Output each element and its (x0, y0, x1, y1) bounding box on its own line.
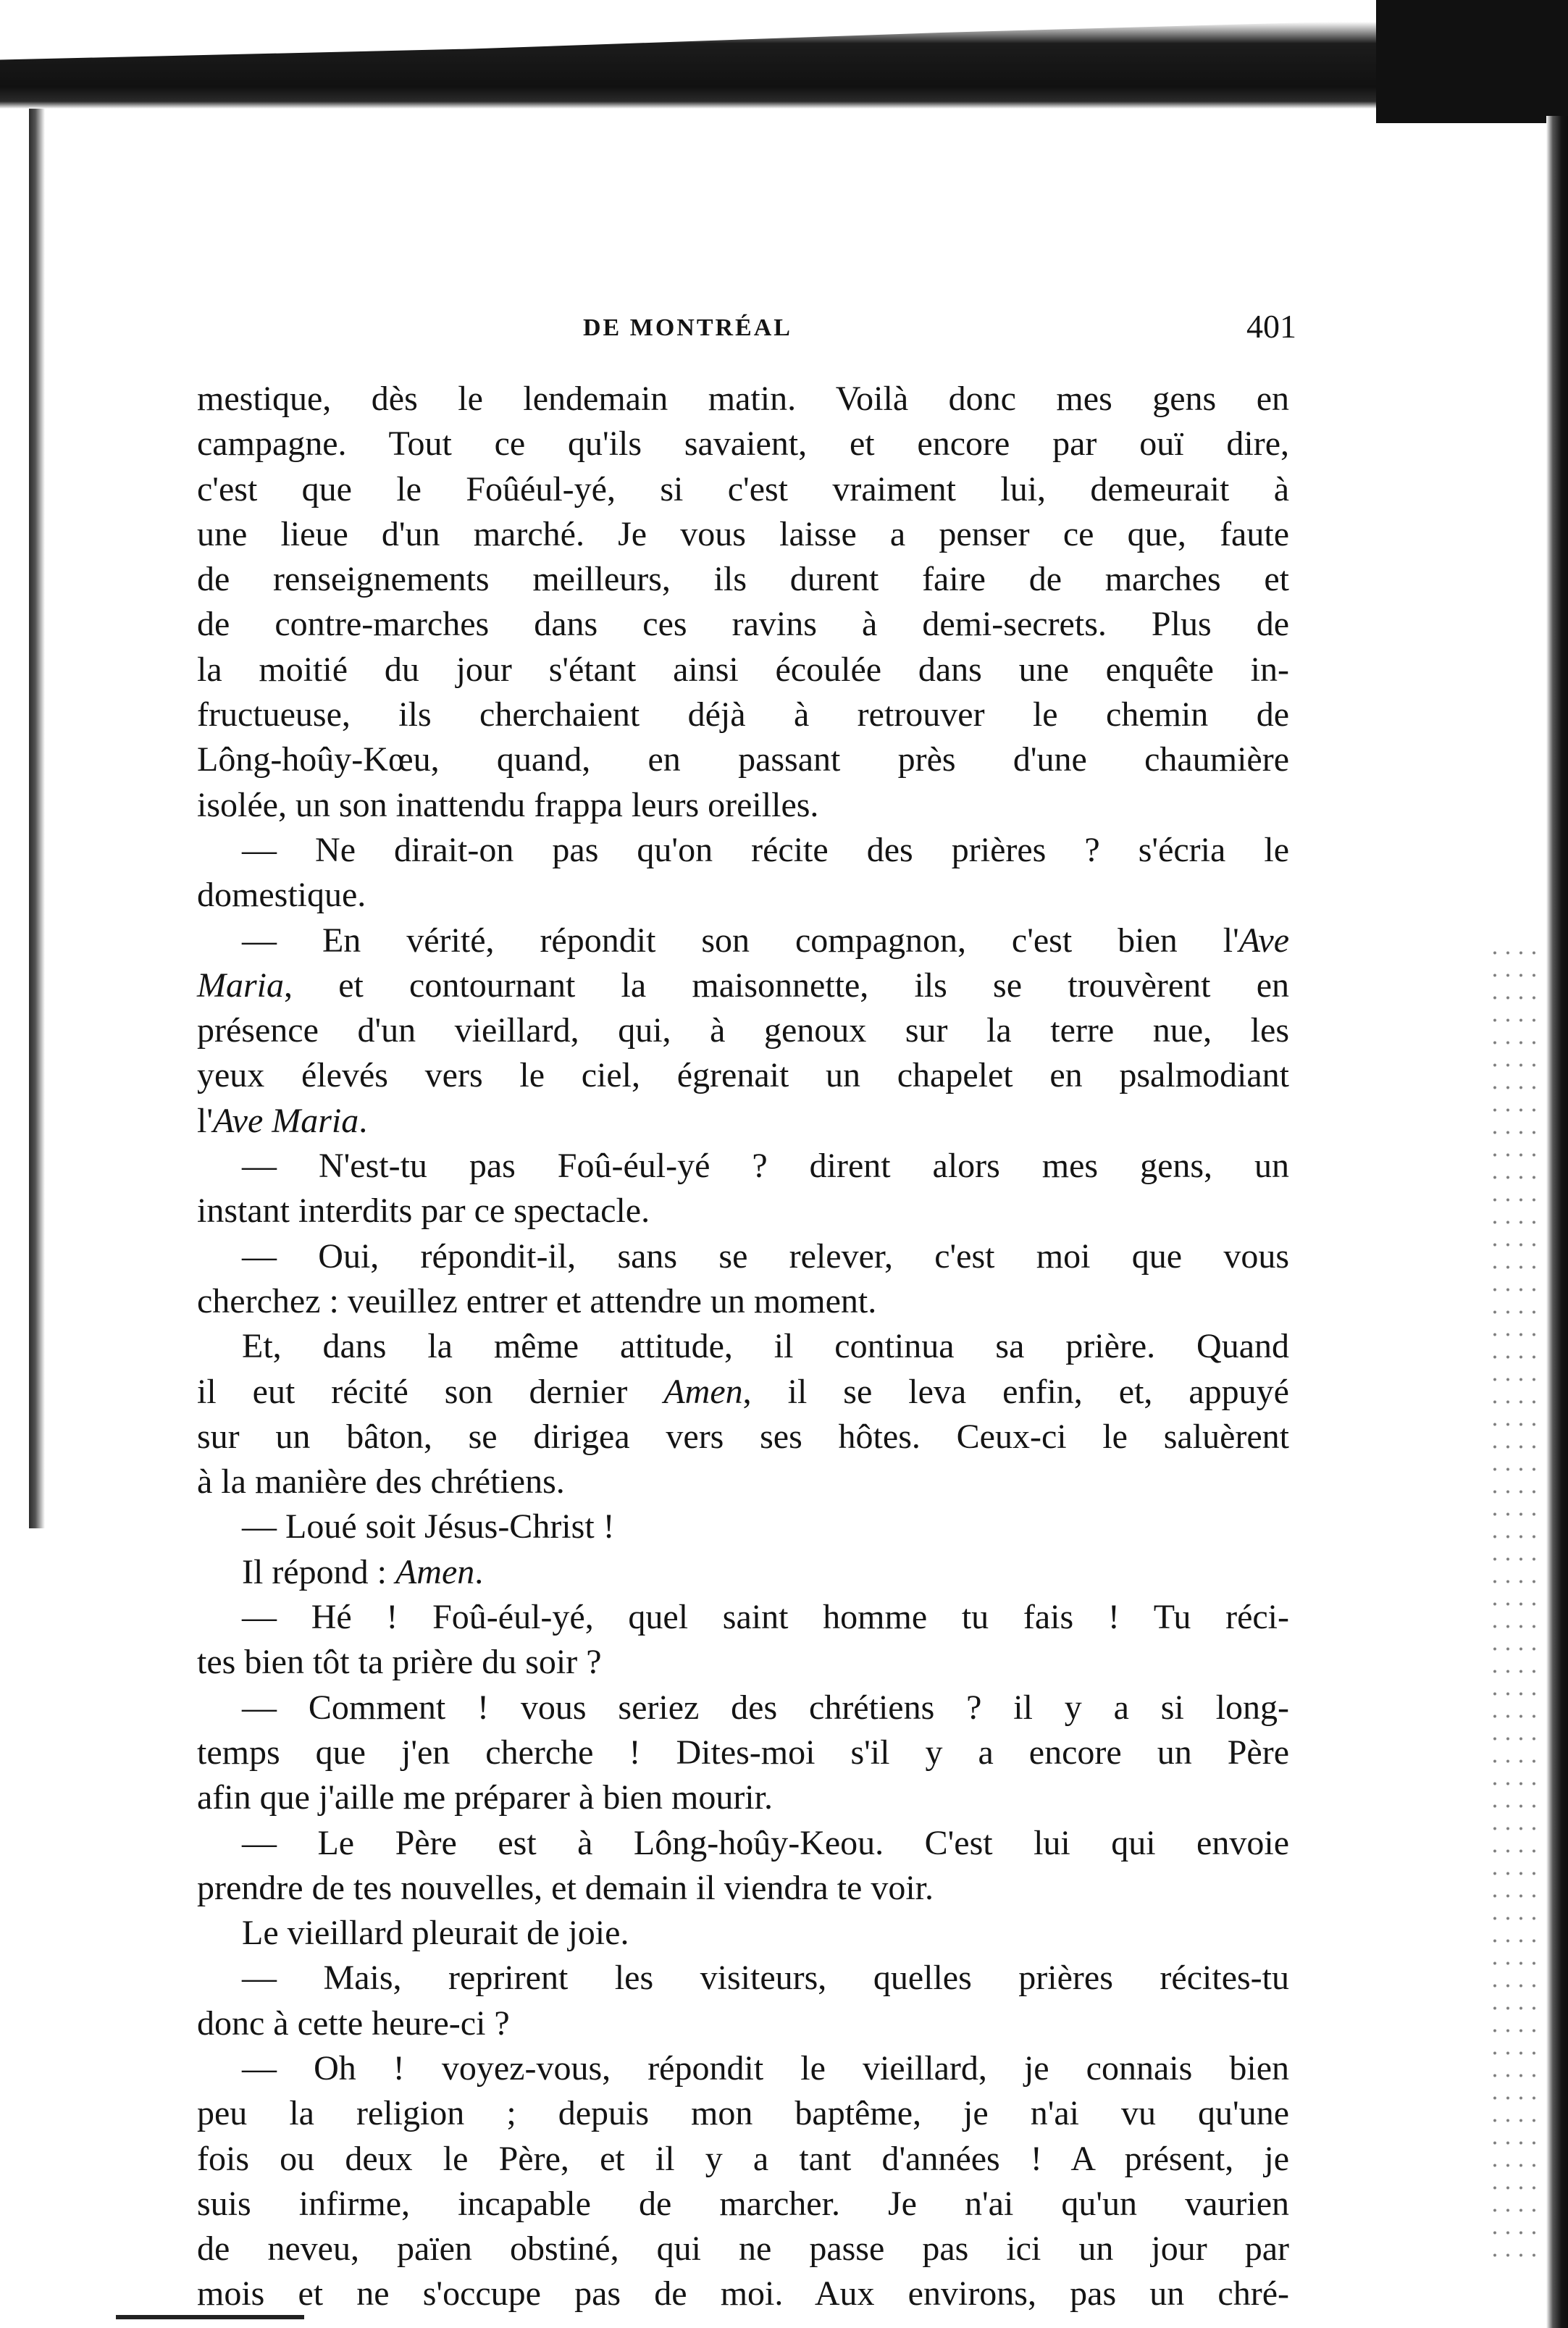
text-line: — Le Père est à Lông-hoûy-Keou. C'est lui qui envoie (242, 1823, 1289, 1862)
text-line: — Oui, répondit-il, sans se relever, c'est moi que vous (242, 1236, 1289, 1276)
text-line: isolée, un son inattendu frappa leurs oreilles. (197, 785, 819, 824)
text-line: de renseignements meilleurs, ils durent faire de marches et (197, 560, 1289, 599)
text-line: Et, dans la même attitude, il continua sa prière. Quand (242, 1327, 1289, 1366)
text-line: instant interdits par ce spectacle. (197, 1192, 650, 1231)
text-line: domestique. (197, 876, 366, 915)
text-line: Le vieillard pleurait de joie. (242, 1914, 629, 1953)
running-title: DE MONTRÉAL (583, 314, 792, 341)
text-line: l'Ave Maria. (197, 1101, 368, 1140)
text-line: prendre de tes nouvelles, et demain il viendra te voir. (197, 1868, 934, 1907)
text-line: il eut récité son dernier Amen, il se leva enfin, et, appuyé (197, 1372, 1289, 1411)
text-line: fructueuse, ils cherchaient déjà à retrouver le chemin de (197, 695, 1289, 734)
scan-edge-right (1546, 116, 1568, 2328)
text-line: yeux élevés vers le ciel, égrenait un chapelet en psalmodiant (197, 1056, 1289, 1095)
text-line: la moitié du jour s'étant ainsi écoulée dans une enquête in- (197, 650, 1289, 689)
text-line: — Ne dirait-on pas qu'on récite des prières ? s'écria le (242, 830, 1289, 869)
text-line: Il répond : Amen. (242, 1552, 484, 1591)
text-line: peu la religion ; depuis mon baptême, je n'ai vu qu'une (197, 2094, 1289, 2133)
text-line: temps que j'en cherche ! Dites-moi s'il y a encore un Père (197, 1733, 1289, 1772)
text-line: fois ou deux le Père, et il y a tant d'années ! A présent, je (197, 2139, 1289, 2178)
text-line: tes bien tôt ta prière du soir ? (197, 1643, 602, 1682)
body-text (197, 377, 1289, 2317)
text-line: — N'est-tu pas Foû-éul-yé ? dirent alors mes gens, un (242, 1147, 1289, 1186)
text-line: présence d'un vieillard, qui, à genoux sur la terre nue, les (197, 1011, 1289, 1050)
text-line: suis infirme, incapable de marcher. Je n'ai qu'un vaurien (197, 2184, 1289, 2223)
text-line: cherchez : veuillez entrer et attendre un moment. (197, 1281, 877, 1320)
text-line: — Comment ! vous seriez des chrétiens ? il y a si long- (242, 1688, 1289, 1727)
text-line: mois et ne s'occupe pas de moi. Aux environs, pas un chré- (197, 2274, 1289, 2314)
text-line: — En vérité, répondit son compagnon, c'est bien l'Ave (242, 921, 1289, 960)
scan-edge-left (29, 109, 45, 1528)
text-line: — Hé ! Foû-éul-yé, quel saint homme tu fais ! Tu réci- (242, 1598, 1289, 1637)
scan-speckle-right (1488, 942, 1539, 2260)
running-head (188, 307, 1296, 351)
text-line: sur un bâton, se dirigea vers ses hôtes. Ceux-ci le saluèrent (197, 1417, 1289, 1456)
text-line: une lieue d'un marché. Je vous laisse a penser ce que, faute (197, 514, 1289, 553)
text-line: de neveu, païen obstiné, qui ne passe pas ici un jour par (197, 2229, 1289, 2269)
scan-edge-top-corner (1376, 0, 1568, 123)
text-line: c'est que le Foûéul-yé, si c'est vraiment lui, demeurait à (197, 469, 1289, 508)
text-line: — Oh ! voyez-vous, répondit le vieillard, je connais bien (242, 2048, 1289, 2088)
text-line: — Loué soit Jésus-Christ ! (242, 1507, 615, 1546)
text-line: mestique, dès le lendemain matin. Voilà donc mes gens en (197, 380, 1289, 418)
text-line: à la manière des chrétiens. (197, 1462, 565, 1502)
text-line: — Mais, reprirent les visiteurs, quelles prières récites-tu (242, 1959, 1289, 1998)
text-line: donc à cette heure-ci ? (197, 2003, 510, 2043)
text-line: Lông-hoûy-Kœu, quand, en passant près d'une chaumière (197, 740, 1289, 779)
text-line: Maria, et contournant la maisonnette, ils se trouvèrent en (197, 966, 1289, 1005)
page-number: 401 (1246, 308, 1296, 345)
text-line: afin que j'aille me préparer à bien mourir. (197, 1778, 773, 1817)
text-line: campagne. Tout ce qu'ils savaient, et encore par ouï dire, (197, 424, 1289, 464)
scan-edge-top (0, 0, 1568, 109)
text-line: de contre-marches dans ces ravins à demi-secrets. Plus de (197, 605, 1289, 644)
